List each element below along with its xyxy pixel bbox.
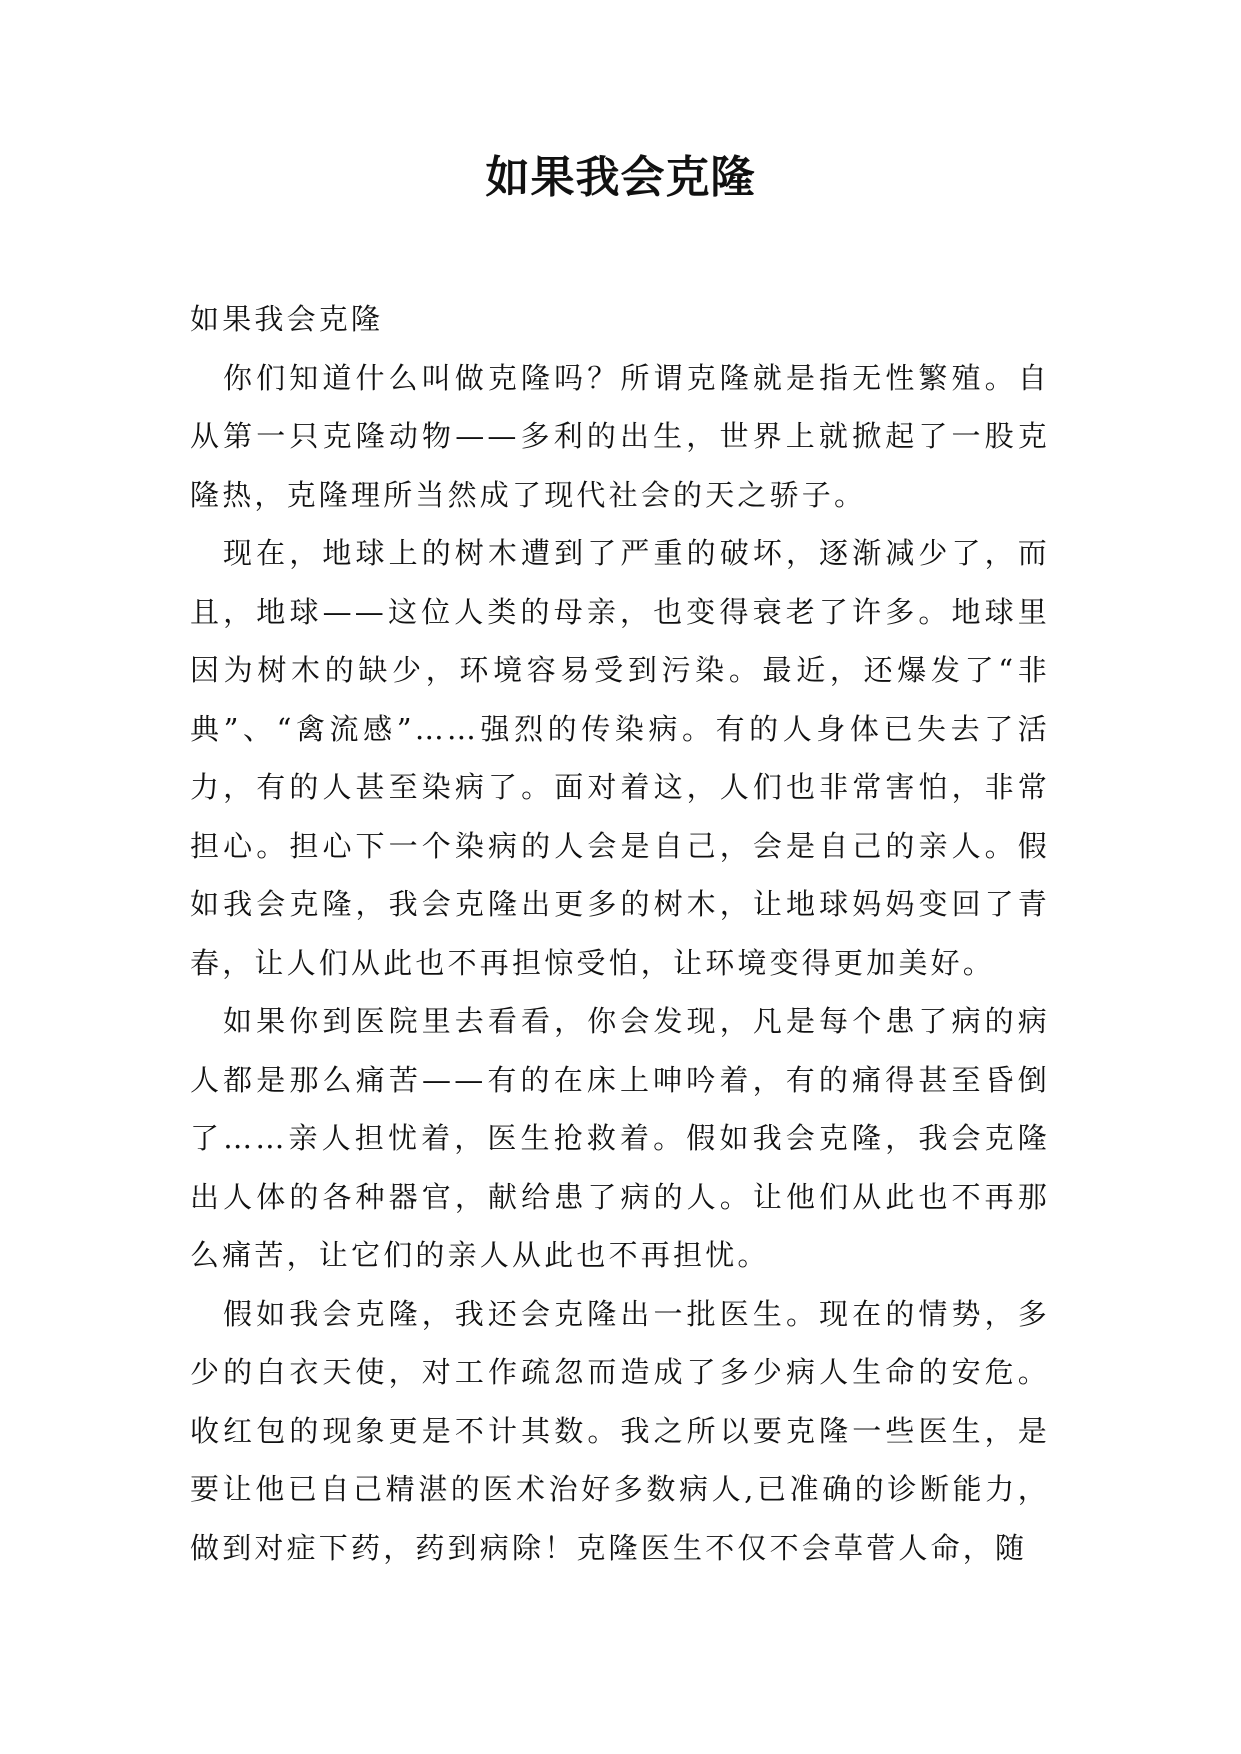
document-title: 如果我会克隆: [485, 152, 756, 203]
paragraph-4: 假如我会克隆，我还会克隆出一批医生。现在的情势，多少的白衣天使，对工作疏忽而造成了多少病人生命的安危。收红包的现象更是不计其数。我之所以要克隆一些医生，是要让他已自己精湛的医术治好多数病人,已准确的诊断能力，做到对症下药，药到病除！克隆医生不仅不会草菅人命，随: [190, 1296, 1050, 1565]
document-subtitle: 如果我会克隆: [190, 302, 384, 336]
paragraph-1: 你们知道什么叫做克隆吗？所谓克隆就是指无性繁殖。自从第一只克隆动物——多利的出生，世界上就掀起了一股克隆热，克隆理所当然成了现代社会的天之骄子。: [190, 360, 1050, 512]
paragraph-2: 现在，地球上的树木遭到了严重的破坏，逐渐减少了，而且，地球——这位人类的母亲，也变得衰老了许多。地球里因为树木的缺少，环境容易受到污染。最近，还爆发了“非典”、“禽流感”……强烈的传染病。有的人身体已失去了活力，有的人甚至染病了。面对着这，人们也非常害怕，非常担心。担心下一个染病的人会是自己，会是自己的亲人。假如我会克隆，我会克隆出更多的树木，让地球妈妈变回了青春，让人们从此也不再担惊受怕，让环境变得更加美好。: [190, 536, 1050, 980]
paragraph-3: 如果你到医院里去看看，你会发现，凡是每个患了病的病人都是那么痛苦——有的在床上呻吟着，有的痛得甚至昏倒了……亲人担忧着，医生抢救着。假如我会克隆，我会克隆出人体的各种器官，献给患了病的人。让他们从此也不再那么痛苦，让它们的亲人从此也不再担忧。: [190, 1004, 1050, 1272]
document-body: [190, 290, 1050, 1577]
